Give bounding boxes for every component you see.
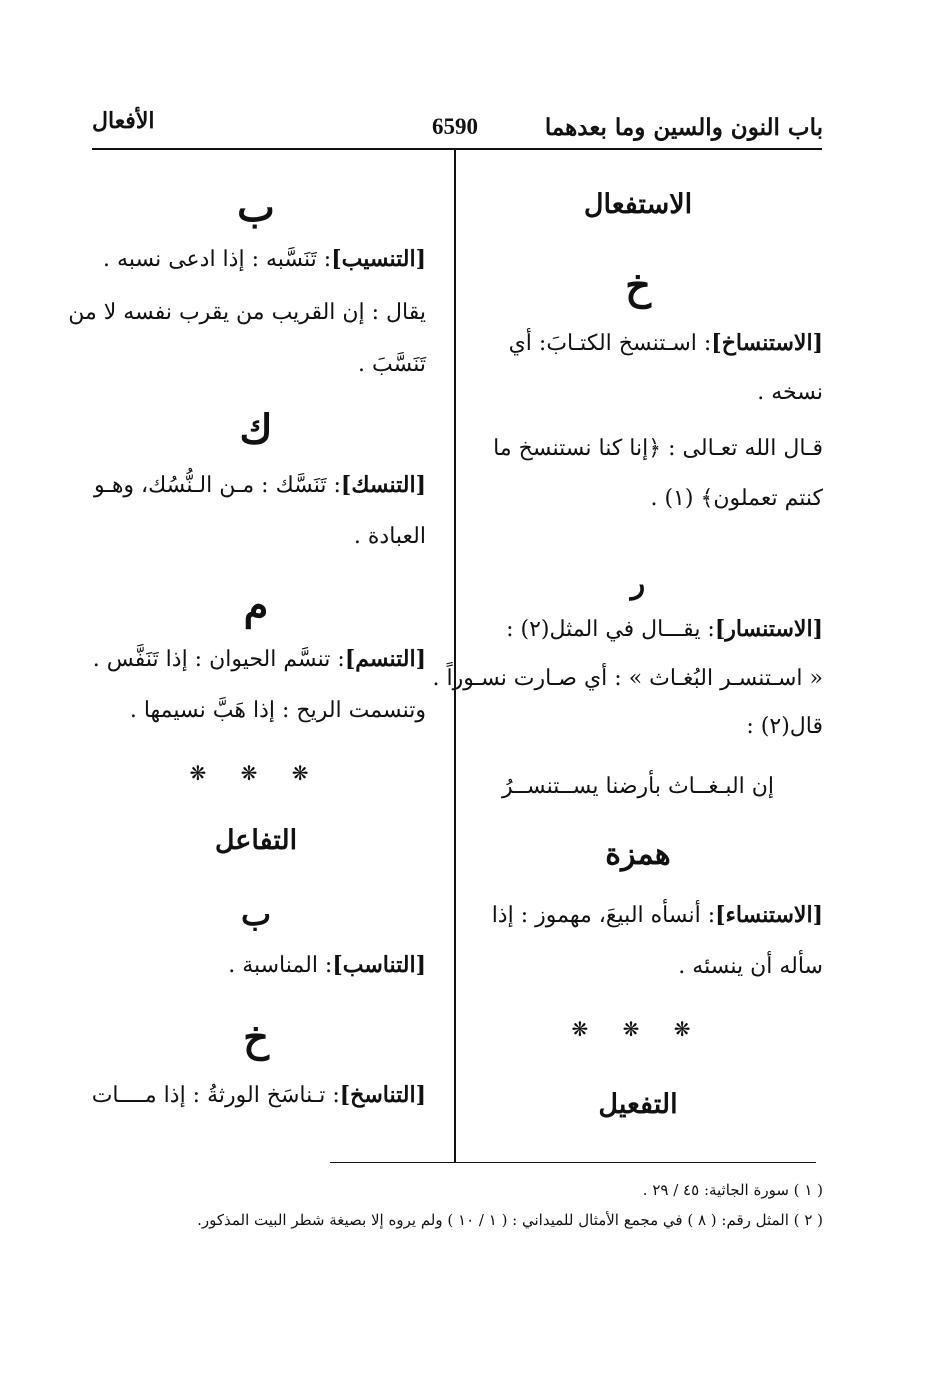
entry-tansib-line2: يقال : إن القريب من يقرب نفسه لا من xyxy=(68,300,426,325)
entry-istinsa-cont: سأله أن ينسئه . xyxy=(678,954,823,979)
entry-term: [التنسك] xyxy=(340,472,426,498)
entry-tansib xyxy=(86,244,426,275)
entry-istinsar-line2: « اسـتنسـر البُغـاث » : أي صـارت نسـوراً . xyxy=(432,666,823,691)
entry-term: [التناسخ] xyxy=(339,1082,426,1108)
entry-text: : أنسأه البيعَ، مهموز : إذا xyxy=(491,903,716,928)
footnote-2: ( ٢ ) المثل رقم: ( ٨ ) في مجمع الأمثال للميداني : ( ١ / ١٠ ) ولم يروه إلا بصيغة شطر البيت المذكور. xyxy=(197,1211,823,1229)
letter-heading-kha-2: خ xyxy=(243,1014,269,1061)
entry-tansib-line3: تَنَسَّبَ . xyxy=(358,352,426,377)
letter-heading-hamza: همزة xyxy=(605,837,671,872)
entry-text: : تـناسَخ الورثةُ : إذا مــــات xyxy=(91,1083,340,1108)
entry-term: [الاستنساخ] xyxy=(711,330,823,356)
chapter-heading: باب النون والسين وما بعدهما xyxy=(544,114,823,141)
entry-tanassuk xyxy=(86,470,426,501)
section-title-tafaul: التفاعل xyxy=(214,825,298,856)
poem-verse: إن البـغــاث بأرضنا يســتنســرُ xyxy=(501,774,775,799)
entry-istinsakh xyxy=(453,328,823,359)
entry-term: [التنسيب] xyxy=(331,246,426,272)
entry-tanassum-line2: وتنسمت الريح : إذا هَبَّ نسيمها . xyxy=(129,698,426,723)
quran-quote-line1: قـال الله تعـالى : ﴿إنا كنا نستنسخ ما xyxy=(493,436,823,461)
entry-tanassum xyxy=(86,644,426,675)
entry-text: : تنسَّم الحيوان : إذا تَنَفَّس . xyxy=(92,647,345,672)
footnote-1: ( ١ ) سورة الجاثية: ٤٥ / ٢٩ . xyxy=(642,1181,823,1199)
entry-text: : اسـتنسخ الكتـابَ: أي xyxy=(508,331,712,356)
letter-heading-kaf: ك xyxy=(239,406,273,453)
quran-quote-line2: كنتم تعملون﴾ (١) . xyxy=(650,486,823,511)
page-number: 6590 xyxy=(432,114,478,139)
entry-term: [الاستنسار] xyxy=(714,616,823,642)
letter-heading-kha: خ xyxy=(625,262,651,309)
entry-text: : تَنَسَّك : مـن الـنُّسُك، وهـو xyxy=(94,473,341,498)
footnote-rule xyxy=(330,1162,816,1163)
letter-heading-ba: ب xyxy=(237,184,275,231)
entry-text: : تَنَسَّبه : إذا ادعى نسبه . xyxy=(103,247,332,272)
section-separator-stars: ❋ ❋ ❋ xyxy=(571,1017,705,1041)
entry-tanasukh xyxy=(86,1080,426,1111)
letter-heading-ra: ر xyxy=(630,566,646,601)
entry-istinsar-line3: قال(٢) : xyxy=(746,714,823,739)
section-title-istifal: الاستفعال xyxy=(583,189,693,220)
entry-istinsar xyxy=(453,614,823,645)
entry-istinsakh-cont: نسخه . xyxy=(757,380,823,405)
entry-tanasub xyxy=(86,950,426,981)
header-rule xyxy=(92,148,822,150)
section-title-tafil: التفعيل xyxy=(598,1089,678,1120)
entry-text: : المناسبة . xyxy=(228,953,333,978)
letter-heading-mim: م xyxy=(243,582,269,629)
letter-heading-ba-2: ب xyxy=(240,895,272,933)
section-separator-stars: ❋ ❋ ❋ xyxy=(189,761,323,785)
category-heading: الأفعال xyxy=(92,108,155,134)
entry-tanassuk-cont: العبادة . xyxy=(353,524,426,549)
entry-istinsa xyxy=(453,900,823,931)
entry-term: [الاستنساء] xyxy=(715,902,823,928)
entry-term: [التنسم] xyxy=(344,646,426,672)
entry-term: [التناسب] xyxy=(332,952,426,978)
entry-text: : يقـــال في المثل(٢) : xyxy=(506,617,715,642)
